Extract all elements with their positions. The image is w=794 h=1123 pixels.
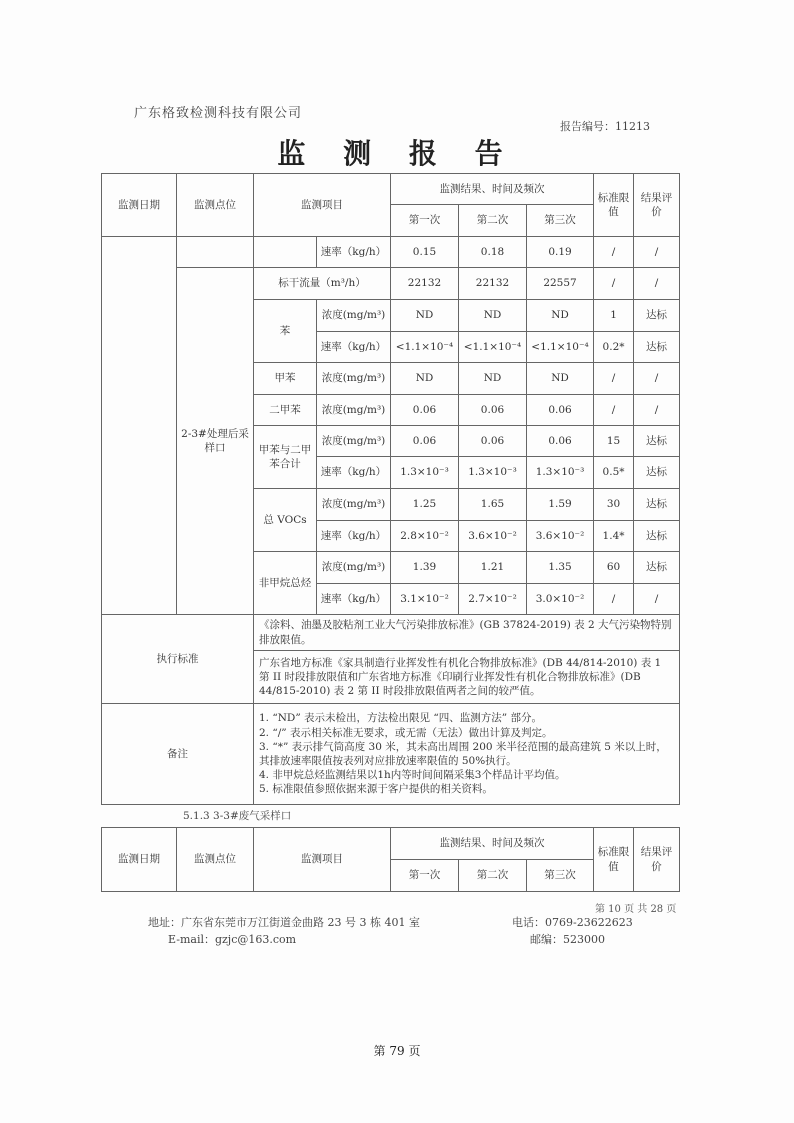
date-cell <box>102 237 177 615</box>
standard-label: 执行标准 <box>102 615 254 704</box>
note-item: 2. “/” 表示相关标准无要求，或无需（无法）做出计算及判定。 <box>259 726 553 739</box>
header-third: 第三次 <box>527 860 594 892</box>
header-eval: 结果评价 <box>634 174 680 237</box>
value-cell: 1.59 <box>527 489 594 521</box>
value-cell: 3.6×10⁻² <box>459 521 527 552</box>
table-row <box>102 268 680 300</box>
value-cell: 1.3×10⁻³ <box>527 457 594 489</box>
limit-cell: 15 <box>594 426 634 457</box>
value-cell: 0.06 <box>459 426 527 457</box>
eval-cell: / <box>634 395 680 426</box>
param-cell: 浓度(mg/m³) <box>317 395 391 426</box>
value-cell: 22132 <box>391 268 459 300</box>
value-cell: 0.15 <box>391 237 459 268</box>
eval-cell: 达标 <box>634 300 680 332</box>
section-title: 5.1.3 3-3#废气采样口 <box>183 810 292 822</box>
pollutant-cell: 甲苯 <box>254 363 317 395</box>
limit-cell: / <box>594 237 634 268</box>
note-item: 3. “*” 表示排气筒高度 30 米，其未高出周围 200 米半径范围的最高建筑 5 米以上时，其排放速率限值按表列对应排放速率限值的 50%执行。 <box>259 740 667 767</box>
limit-cell: 60 <box>594 552 634 584</box>
param-cell: 浓度(mg/m³) <box>317 489 391 521</box>
header-results: 监测结果、时间及频次 <box>391 828 594 860</box>
limit-cell: / <box>594 363 634 395</box>
header-limit: 标准限值 <box>594 828 634 892</box>
value-cell: 1.39 <box>391 552 459 584</box>
header-item: 监测项目 <box>254 174 391 237</box>
eval-cell: 达标 <box>634 521 680 552</box>
value-cell: 1.3×10⁻³ <box>459 457 527 489</box>
pollutant-cell: 二甲苯 <box>254 395 317 426</box>
param-cell: 浓度(mg/m³) <box>317 426 391 457</box>
value-cell: ND <box>459 300 527 332</box>
limit-cell: 0.5* <box>594 457 634 489</box>
header-date: 监测日期 <box>102 828 177 892</box>
value-cell: 0.06 <box>391 426 459 457</box>
standard-row <box>102 615 680 651</box>
header-second: 第二次 <box>459 860 527 892</box>
limit-cell: 0.2* <box>594 332 634 363</box>
value-cell: 0.06 <box>459 395 527 426</box>
header-item: 监测项目 <box>254 828 391 892</box>
note-item: 4. 非甲烷总烃监测结果以1h内等时间间隔采集3个样品计平均值。 <box>259 769 566 782</box>
header-eval: 结果评价 <box>634 828 680 892</box>
next-section-table <box>101 827 680 892</box>
value-cell: 2.7×10⁻² <box>459 584 527 615</box>
value-cell: 0.06 <box>527 426 594 457</box>
limit-cell: / <box>594 584 634 615</box>
notes-row <box>102 704 680 805</box>
param-cell: 浓度(mg/m³) <box>317 552 391 584</box>
monitoring-results-table <box>101 173 680 805</box>
value-cell: 3.1×10⁻² <box>391 584 459 615</box>
report-number: 报告编号：11213 <box>560 120 650 133</box>
limit-cell: / <box>594 395 634 426</box>
param-cell: 速率（kg/h） <box>317 584 391 615</box>
value-cell: 0.18 <box>459 237 527 268</box>
eval-cell: 达标 <box>634 489 680 521</box>
value-cell: 1.25 <box>391 489 459 521</box>
footer-address: 地址：广东省东莞市万江街道金曲路 23 号 3 栋 401 室 <box>148 916 420 929</box>
value-cell: ND <box>527 300 594 332</box>
footer-zip: 邮编：523000 <box>530 933 605 946</box>
sampling-point-cell: 2-3#处理后采样口 <box>177 268 254 615</box>
header-second: 第二次 <box>459 205 527 237</box>
eval-cell: 达标 <box>634 552 680 584</box>
pollutant-cell: 苯 <box>254 300 317 363</box>
value-cell: 2.8×10⁻² <box>391 521 459 552</box>
eval-cell: 达标 <box>634 457 680 489</box>
standard-text-2: 广东省地方标准《家具制造行业挥发性有机化合物排放标准》(DB 44/814-2010) 表 1 第 II 时段排放限值和广东省地方标准《印刷行业挥发性有机化合物排放标准》(DB 44/815-2010) 表 2 第 II 时段排放限值两者之间的较严值。 <box>254 651 680 704</box>
value-cell: 1.35 <box>527 552 594 584</box>
value-cell: 22557 <box>527 268 594 300</box>
notes-cell <box>254 704 680 805</box>
value-cell: ND <box>459 363 527 395</box>
value-cell: <1.1×10⁻⁴ <box>527 332 594 363</box>
value-cell: ND <box>527 363 594 395</box>
value-cell: 1.21 <box>459 552 527 584</box>
value-cell: 3.6×10⁻² <box>527 521 594 552</box>
value-cell: 22132 <box>459 268 527 300</box>
standard-text-1: 《涂料、油墨及胶粘剂工业大气污染排放标准》(GB 37824-2019) 表 2 大气污染物特别排放限值。 <box>254 615 680 651</box>
limit-cell: 30 <box>594 489 634 521</box>
header-first: 第一次 <box>391 860 459 892</box>
value-cell: 0.06 <box>527 395 594 426</box>
note-item: 5. 标准限值参照依据来源于客户提供的相关资料。 <box>259 783 493 796</box>
page-number: 第 79 页 <box>373 1044 421 1058</box>
notes-label: 备注 <box>102 704 254 805</box>
pollutant-cell: 甲苯与二甲苯合计 <box>254 426 317 489</box>
pollutant-cell <box>254 237 317 268</box>
limit-cell: / <box>594 268 634 300</box>
eval-cell: / <box>634 584 680 615</box>
point-cell-top <box>177 237 254 268</box>
value-cell: <1.1×10⁻⁴ <box>459 332 527 363</box>
value-cell: ND <box>391 300 459 332</box>
header-limit: 标准限值 <box>594 174 634 237</box>
param-cell: 速率（kg/h） <box>317 457 391 489</box>
page-info: 第 10 页 共 28 页 <box>595 904 677 915</box>
param-cell: 速率（kg/h） <box>317 332 391 363</box>
param-cell: 速率（kg/h） <box>317 237 391 268</box>
eval-cell: / <box>634 363 680 395</box>
header-results: 监测结果、时间及频次 <box>391 174 594 205</box>
value-cell: 1.65 <box>459 489 527 521</box>
value-cell: ND <box>391 363 459 395</box>
eval-cell: / <box>634 268 680 300</box>
value-cell: 0.19 <box>527 237 594 268</box>
footer-phone: 电话：0769-23622623 <box>512 916 633 929</box>
header-first: 第一次 <box>391 205 459 237</box>
footer-email: E-mail：gzjc@163.com <box>168 933 297 946</box>
param-cell: 速率（kg/h） <box>317 521 391 552</box>
value-cell: 0.06 <box>391 395 459 426</box>
note-item: 1. “ND” 表示未检出，方法检出限见 “四、监测方法” 部分。 <box>259 712 542 725</box>
value-cell: 3.0×10⁻² <box>527 584 594 615</box>
flow-label-cell: 标干流量（m³/h） <box>254 268 391 300</box>
header-point: 监测点位 <box>177 174 254 237</box>
header-third: 第三次 <box>527 205 594 237</box>
limit-cell: 1 <box>594 300 634 332</box>
eval-cell: / <box>634 237 680 268</box>
value-cell: <1.1×10⁻⁴ <box>391 332 459 363</box>
param-cell: 浓度(mg/m³) <box>317 363 391 395</box>
pollutant-cell: 总 VOCs <box>254 489 317 552</box>
eval-cell: 达标 <box>634 332 680 363</box>
pollutant-cell: 非甲烷总烃 <box>254 552 317 615</box>
value-cell: 1.3×10⁻³ <box>391 457 459 489</box>
company-name: 广东格致检测科技有限公司 <box>134 106 303 121</box>
table-row <box>102 237 680 268</box>
limit-cell: 1.4* <box>594 521 634 552</box>
header-date: 监测日期 <box>102 174 177 237</box>
header-point: 监测点位 <box>177 828 254 892</box>
eval-cell: 达标 <box>634 426 680 457</box>
param-cell: 浓度(mg/m³) <box>317 300 391 332</box>
report-title: 监 测 报 告 <box>277 137 517 170</box>
